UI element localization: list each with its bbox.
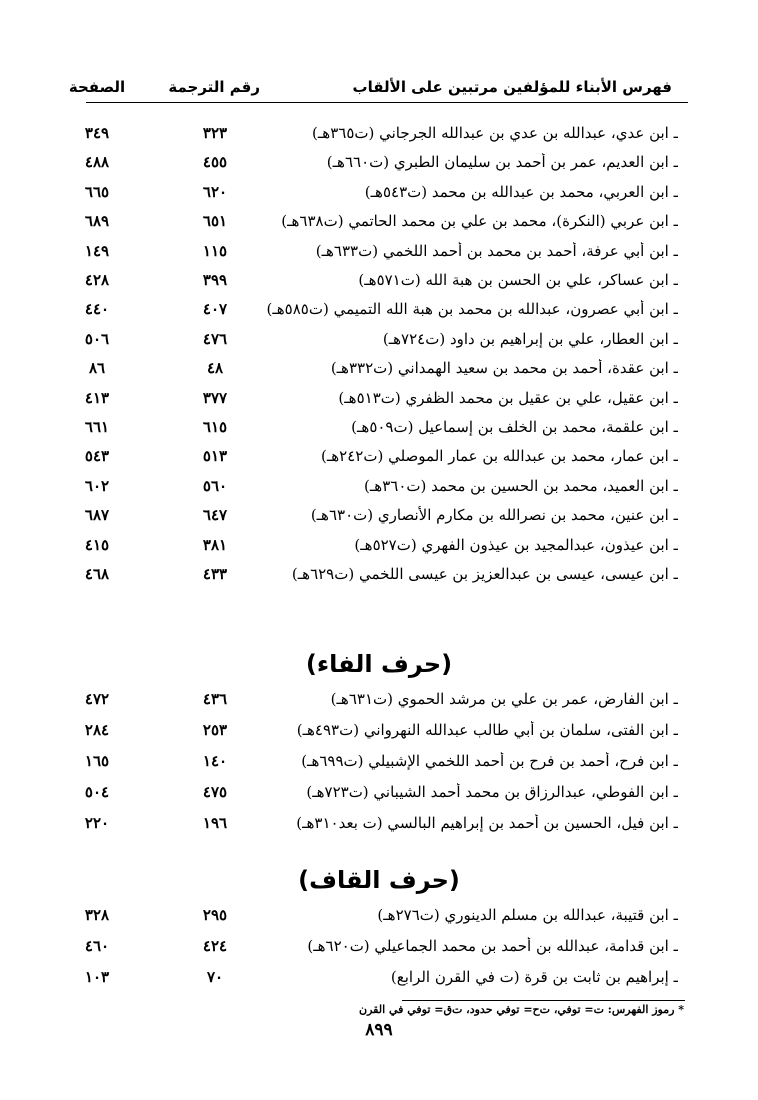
page-reference: ٦٦٥ (84, 182, 110, 201)
biography-number: ٤٧٦ (202, 329, 228, 348)
biography-number: ٥١٣ (202, 447, 228, 466)
biography-number: ٢٩٥ (202, 906, 228, 924)
biography-number: ٢٥٣ (202, 721, 228, 739)
biography-number: ٤٢٤ (202, 937, 228, 955)
page-reference: ٦٨٩ (84, 212, 110, 231)
author-entry: ـ ابن أبي عصرون، عبدالله بن محمد بن هبة الله التميمي (ت٥٨٥هـ) (266, 300, 678, 319)
page-reference: ١٦٥ (84, 752, 110, 770)
page-number: ٨٩٩ (365, 1020, 393, 1040)
index-row (0, 717, 758, 747)
page-reference: ٨٦ (88, 359, 106, 378)
biography-number: ٥٦٠ (202, 476, 228, 495)
header-rule (86, 102, 688, 103)
index-row (0, 296, 758, 326)
author-entry: ـ ابن أبي عرفة، أحمد بن محمد بن أحمد اللخمي (ت٦٣٣هـ) (315, 241, 678, 260)
index-row (0, 326, 758, 356)
biography-number: ٣٧٧ (202, 388, 228, 407)
author-entry: ـ ابن عيسى، عيسى بن عبدالعزيز بن عيسى اللخمي (ت٦٢٩هـ) (291, 565, 678, 583)
author-entry: ـ ابن الفوطي، عبدالرزاق بن محمد أحمد الشيباني (ت٧٢٣هـ) (306, 783, 678, 801)
page-reference: ٤٧٢ (84, 690, 110, 708)
author-entry: ـ ابن فرح، أحمد بن فرح بن أحمد اللخمي الإشبيلي (ت٦٩٩هـ) (301, 752, 678, 770)
biography-number: ٦٢٠ (202, 182, 228, 201)
index-row (0, 473, 758, 503)
index-row (0, 502, 758, 532)
author-entry: ـ ابن العطار، علي بن إبراهيم بن داود (ت٧٢٤هـ) (382, 329, 678, 348)
biography-number: ٧٠ (206, 968, 224, 986)
index-row (0, 238, 758, 268)
index-row (0, 748, 758, 778)
author-entry: ـ ابن الفارض، عمر بن علي بن مرشد الحموي (ت٦٣١هـ) (330, 690, 678, 708)
author-entry: ـ إبراهيم بن ثابت بن قرة (ت في القرن الرابع) (390, 968, 678, 986)
author-entry: ـ ابن عدي، عبدالله بن عدي بن عبدالله الجرجاني (ت٣٦٥هـ) (312, 124, 678, 142)
author-entry: ـ ابن عساكر، علي بن الحسن بن هبة الله (ت٥٧١هـ) (358, 271, 678, 289)
index-row (0, 810, 758, 840)
author-entry: ـ ابن عمار، محمد بن عبدالله بن عمار الموصلي (ت٢٤٢هـ) (320, 447, 678, 466)
author-entry: ـ ابن العميد، محمد بن الحسين بن محمد (ت٣٦٠هـ) (364, 476, 678, 495)
index-row (0, 964, 758, 994)
index-row (0, 902, 758, 932)
author-entry: ـ ابن الفتى، سلمان بن أبي طالب عبدالله النهرواني (ت٤٩٣هـ) (296, 721, 678, 739)
index-row (0, 686, 758, 716)
biography-number: ٤٣٦ (202, 690, 228, 708)
index-row (0, 779, 758, 809)
author-entry: ـ ابن قدامة، عبدالله بن أحمد بن محمد الجماعيلي (ت٦٢٠هـ) (307, 937, 678, 955)
index-row (0, 414, 758, 444)
biography-number: ٤٠٧ (202, 300, 228, 319)
page-reference: ٤٨٨ (84, 153, 110, 172)
index-row (0, 267, 758, 297)
author-entry: ـ ابن عيذون، عبدالمجيد بن عيذون الفهري (ت٥٢٧هـ) (354, 535, 678, 554)
index-row (0, 933, 758, 963)
biography-number: ١٩٦ (202, 814, 228, 832)
biography-number: ١٤٠ (202, 752, 228, 770)
page-title: فهرس الأبناء للمؤلفين مرتبين على الألقاب (352, 78, 672, 96)
page-reference: ٥٤٣ (84, 447, 110, 466)
biography-number: ٣٩٩ (202, 271, 228, 289)
page-reference: ٣٢٨ (84, 906, 110, 924)
biography-number: ١١٥ (202, 241, 228, 260)
page-reference: ٦٦١ (84, 418, 110, 436)
footnote: * رموز الفهرس: ت= توفي، ت‌ح= توفي حدود، ت‌ق= توفي في القرن (359, 1003, 684, 1016)
author-entry: ـ ابن قتيبة، عبدالله بن مسلم الدينوري (ت٢٧٦هـ) (377, 906, 678, 924)
index-row (0, 561, 758, 591)
index-row (0, 355, 758, 385)
author-entry: ـ ابن العديم، عمر بن أحمد بن سليمان الطبري (ت٦٦٠هـ) (326, 153, 678, 172)
section-heading-fa: (حرف الفاء) (305, 650, 453, 678)
page-reference: ٤١٣ (84, 388, 110, 407)
index-row (0, 120, 758, 150)
author-entry: ـ ابن عقدة، أحمد بن محمد بن سعيد الهمداني (ت٣٣٢هـ) (330, 359, 678, 378)
page-reference: ٤٤٠ (84, 300, 110, 319)
index-row (0, 149, 758, 179)
index-row (0, 532, 758, 562)
biography-number: ٣٨١ (202, 535, 228, 554)
page-reference: ١٠٣ (84, 968, 110, 986)
author-entry: ـ ابن عقيل، علي بن عقيل بن محمد الظفري (ت٥١٣هـ) (338, 388, 678, 407)
page-reference: ٥٠٤ (84, 783, 110, 801)
index-row (0, 208, 758, 238)
biography-number: ٤٥٥ (202, 153, 228, 172)
column-header-number: رقم الترجمة (168, 78, 260, 96)
page-reference: ٢٨٤ (84, 721, 110, 739)
biography-number: ٦٤٧ (202, 506, 228, 525)
author-entry: ـ ابن العربي، محمد بن عبدالله بن محمد (ت٥٤٣هـ) (364, 182, 678, 201)
page-reference: ٤٦٨ (84, 565, 110, 583)
page-reference: ١٤٩ (84, 241, 110, 260)
biography-number: ٤٣٣ (202, 565, 228, 583)
page-reference: ٣٤٩ (84, 124, 110, 142)
page-reference: ٥٠٦ (84, 329, 110, 348)
index-row (0, 179, 758, 209)
index-row (0, 385, 758, 415)
biography-number: ٦٥١ (202, 212, 228, 231)
biography-number: ٦١٥ (202, 418, 228, 436)
page-reference: ٤٢٨ (84, 271, 110, 289)
footnote-rule (402, 1000, 685, 1001)
page-reference: ٤١٥ (84, 535, 110, 554)
author-entry: ـ ابن عنين، محمد بن نصرالله بن مكارم الأنصاري (ت٦٣٠هـ) (310, 506, 678, 525)
biography-number: ٤٧٥ (202, 783, 228, 801)
page-reference: ٦٠٢ (84, 476, 110, 495)
index-row (0, 443, 758, 473)
section-heading-qaf: (حرف القاف) (298, 866, 460, 894)
biography-number: ٣٢٣ (202, 124, 228, 142)
author-entry: ـ ابن فيل، الحسين بن أحمد بن إبراهيم البالسي (ت بعد٣١٠هـ) (296, 814, 678, 832)
page-reference: ٦٨٧ (84, 506, 110, 525)
author-entry: ـ ابن عربي (النكرة)، محمد بن علي بن محمد الحاتمي (ت٦٣٨هـ) (281, 212, 678, 231)
page-reference: ٤٦٠ (84, 937, 110, 955)
page-reference: ٢٢٠ (84, 814, 110, 832)
column-header-page: الصفحة (68, 78, 126, 96)
author-entry: ـ ابن علقمة، محمد بن الخلف بن إسماعيل (ت٥٠٩هـ) (351, 418, 678, 436)
biography-number: ٤٨ (206, 359, 224, 378)
